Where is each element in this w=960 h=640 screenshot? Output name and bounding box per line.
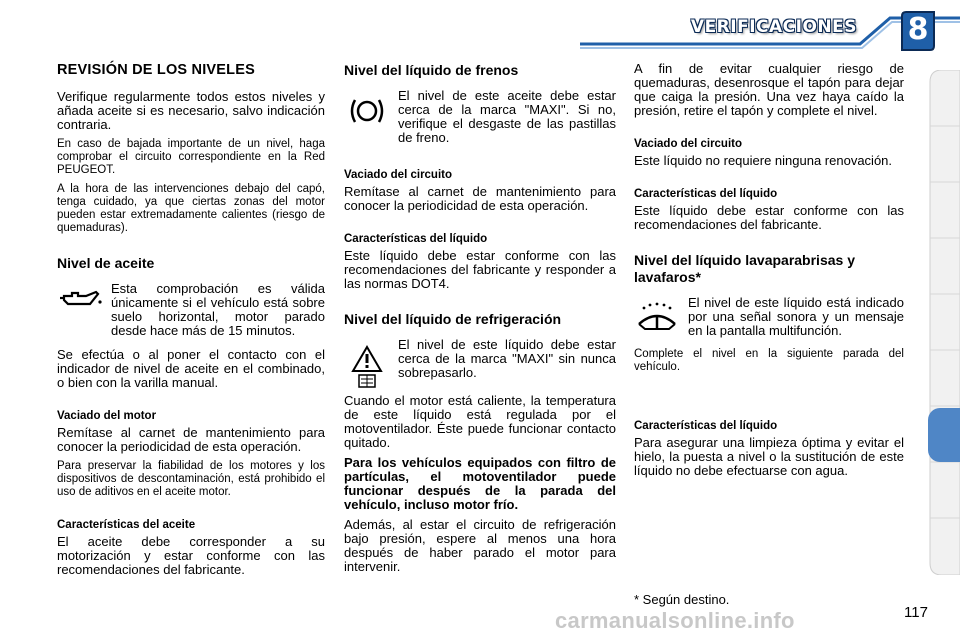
warning-note: A la hora de las intervenciones debajo del capó, tenga cuidado, ya que ciertas zonas del motor pueden estar extremadamente calientes (riesgo de quemaduras). (57, 183, 325, 234)
engine-drain-note: Para preservar la fiabilidad de los motores y los dispositivos de descontaminación, está prohibido el uso de aditivos en el aceite motor. (57, 460, 325, 498)
brake-warning-icon (347, 95, 387, 127)
brake-drain-text: Remítase al carnet de mantenimiento para conocer la periodicidad de esta operación. (344, 184, 616, 213)
brake-drain-heading: Vaciado del circuito (344, 169, 453, 181)
chapter-title: VERIFICACIONES (690, 17, 857, 37)
washer-char-heading: Características del líquido (634, 420, 778, 432)
coolant-warning-text: Para los vehículos equipados con filtro de partículas, el motoventilador puede funcionar después de la parada del vehículo, incluso motor frío. (344, 455, 616, 512)
oil-char-text: El aceite debe corresponder a su motorización y estar conforme con las recomendaciones del fabricante. (57, 534, 325, 577)
oil-can-icon (58, 288, 102, 312)
engine-drain-text: Remítase al carnet de mantenimiento para conocer la periodicidad de esta operación. (57, 425, 325, 454)
brake-fluid-heading: Nivel del líquido de frenos (344, 62, 519, 78)
coolant-char-heading: Características del líquido (634, 188, 778, 200)
oil-char-heading: Características del aceite (57, 519, 196, 531)
intro-note: En caso de bajada importante de un nivel, haga comprobar el circuito correspondiente en la Red PEUGEOT. (57, 138, 325, 176)
coolant-heading: Nivel del líquido de refrigeración (344, 311, 562, 327)
brake-fluid-text: El nivel de este aceite debe estar cerca de la marca "MAXI". Si no, verifique el desgaste de las pastillas de freno. (398, 88, 616, 145)
coolant-warning-icon (350, 344, 384, 390)
coolant-text-2: Cuando el motor está caliente, la temperatura de este líquido está regulada por el motoventilador. Éste puede funcionar contacto quitado. (344, 393, 616, 450)
side-tab-strip (928, 70, 960, 575)
section-title: REVISIÓN DE LOS NIVELES (57, 62, 255, 78)
washer-fluid-heading: Nivel del líquido lavaparabrisas y lavafaros* (634, 252, 855, 285)
coolant-text: El nivel de este líquido debe estar cerca de la marca "MAXI" sin nunca sobrepasarlo. (398, 337, 616, 380)
page-number: 117 (904, 604, 928, 621)
oil-level-heading: Nivel de aceite (57, 255, 155, 271)
footnote: * Según destino. (634, 592, 730, 607)
coolant-text-3: Además, al estar el circuito de refrigeración bajo presión, espere al menos una hora después de haber parado el motor para intervenir. (344, 517, 616, 574)
column-3 (634, 58, 904, 484)
chapter-number: 8 (907, 12, 929, 47)
coolant-drain-heading: Vaciado del circuito (634, 138, 743, 150)
coolant-drain-text: Este líquido no requiere ninguna renovación. (634, 153, 893, 168)
watermark: carmanualsonline.info (555, 608, 795, 633)
column-2 (344, 58, 616, 580)
intro-text: Verifique regularmente todos estos niveles y añada aceite si es necesario, salvo indicación contraria. (57, 89, 325, 132)
washer-fluid-text-2: Complete el nivel en la siguiente parada del vehículo. (634, 348, 904, 373)
washer-char-text: Para asegurar una limpieza óptima y evitar el hielo, la puesta a nivel o la sustitución de este líquido no debe efectuarse con agua. (634, 435, 904, 478)
oil-level-text: Esta comprobación es válida únicamente si el vehículo está sobre suelo horizontal, motor parado desde hace más de 15 minutos. (111, 281, 325, 338)
brake-char-text: Este líquido debe estar conforme con las recomendaciones del fabricante y responder a las normas DOT4. (344, 248, 616, 291)
coolant-cap-text: A fin de evitar cualquier riesgo de quemaduras, desenrosque el tapón para dejar que caiga la presión. Una vez haya caído la presión, retire el tapón y complete el nivel. (634, 61, 904, 118)
column-1 (57, 58, 325, 583)
washer-fluid-text: El nivel de este líquido está indicado por una señal sonora y un mensaje en la pantalla multifunción. (688, 295, 904, 338)
side-tab-active[interactable] (928, 408, 960, 462)
brake-char-heading: Características del líquido (344, 233, 488, 245)
washer-fluid-icon (636, 302, 678, 334)
engine-drain-heading: Vaciado del motor (57, 410, 157, 422)
coolant-char-text: Este líquido debe estar conforme con las recomendaciones del fabricante. (634, 203, 904, 232)
oil-level-text-2: Se efectúa o al poner el contacto con el indicador de nivel de aceite en el combinado, o bien con la varilla manual. (57, 347, 325, 390)
